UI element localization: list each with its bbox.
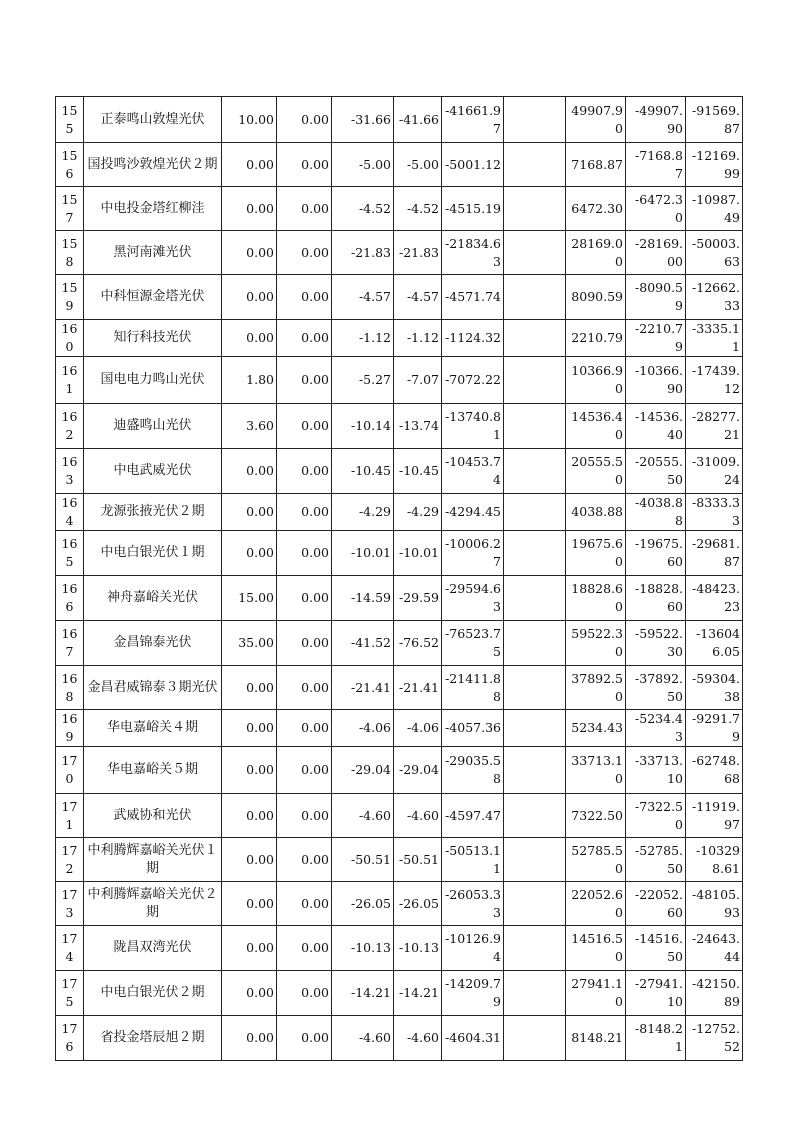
cell-station-name: 迪盛鸣山光伏: [84, 404, 222, 449]
cell-col-8: [504, 971, 566, 1016]
cell-col-5: -4.06: [332, 710, 394, 747]
cell-col-3: 10.00: [222, 97, 277, 143]
cell-col-11: -29681.87: [686, 531, 743, 576]
cell-col-10: -2210.79: [626, 320, 686, 357]
cell-col-8: [504, 97, 566, 143]
cell-col-6: -29.59: [394, 576, 442, 621]
cell-station-name: 国电电力鸣山光伏: [84, 357, 222, 404]
cell-col-11: -42150.89: [686, 971, 743, 1016]
table-row: [56, 449, 743, 494]
cell-col-10: -6472.30: [626, 187, 686, 231]
cell-col-8: [504, 357, 566, 404]
cell-col-8: [504, 926, 566, 971]
cell-col-6: -29.04: [394, 747, 442, 794]
table-row: [56, 97, 743, 143]
cell-col-10: -19675.60: [626, 531, 686, 576]
cell-col-3: 0.00: [222, 231, 277, 275]
cell-station-name: 中科恒源金塔光伏: [84, 275, 222, 320]
cell-col-3: 0.00: [222, 971, 277, 1016]
cell-row-number: 157: [56, 187, 84, 231]
cell-row-number: 163: [56, 449, 84, 494]
cell-col-7: -4057.36: [442, 710, 504, 747]
cell-row-number: 174: [56, 926, 84, 971]
cell-station-name: 神舟嘉峪关光伏: [84, 576, 222, 621]
cell-col-6: -4.57: [394, 275, 442, 320]
cell-col-3: 1.80: [222, 357, 277, 404]
cell-col-6: -21.83: [394, 231, 442, 275]
cell-col-7: -1124.32: [442, 320, 504, 357]
cell-col-5: -41.52: [332, 621, 394, 666]
cell-col-11: -50003.63: [686, 231, 743, 275]
cell-col-9: 8090.59: [566, 275, 626, 320]
cell-col-3: 0.00: [222, 1016, 277, 1061]
cell-col-11: -17439.12: [686, 357, 743, 404]
cell-col-11: -12662.33: [686, 275, 743, 320]
cell-col-10: -33713.10: [626, 747, 686, 794]
cell-col-5: -10.14: [332, 404, 394, 449]
cell-col-9: 14536.40: [566, 404, 626, 449]
cell-col-9: 37892.50: [566, 666, 626, 710]
cell-col-3: 0.00: [222, 320, 277, 357]
cell-col-8: [504, 187, 566, 231]
table-row: [56, 971, 743, 1016]
cell-col-11: -59304.38: [686, 666, 743, 710]
data-table: [55, 96, 743, 1061]
cell-col-4: 0.00: [277, 231, 332, 275]
cell-col-9: 5234.43: [566, 710, 626, 747]
cell-col-5: -10.01: [332, 531, 394, 576]
table-body: [56, 97, 743, 1061]
cell-col-5: -21.41: [332, 666, 394, 710]
cell-col-10: -8148.21: [626, 1016, 686, 1061]
cell-col-9: 6472.30: [566, 187, 626, 231]
cell-col-3: 0.00: [222, 494, 277, 531]
cell-col-9: 10366.90: [566, 357, 626, 404]
table-row: [56, 357, 743, 404]
cell-col-3: 0.00: [222, 710, 277, 747]
cell-station-name: 中电白银光伏１期: [84, 531, 222, 576]
cell-col-5: -26.05: [332, 882, 394, 926]
cell-col-4: 0.00: [277, 320, 332, 357]
cell-station-name: 金昌君威锦泰３期光伏: [84, 666, 222, 710]
cell-col-10: -20555.50: [626, 449, 686, 494]
cell-col-8: [504, 320, 566, 357]
cell-col-8: [504, 838, 566, 882]
cell-col-4: 0.00: [277, 143, 332, 187]
cell-row-number: 165: [56, 531, 84, 576]
cell-col-6: -14.21: [394, 971, 442, 1016]
cell-col-11: -12752.52: [686, 1016, 743, 1061]
cell-col-11: -12169.99: [686, 143, 743, 187]
cell-col-10: -7168.87: [626, 143, 686, 187]
cell-col-6: -21.41: [394, 666, 442, 710]
cell-col-8: [504, 275, 566, 320]
cell-col-10: -28169.00: [626, 231, 686, 275]
cell-col-9: 4038.88: [566, 494, 626, 531]
cell-col-10: -14536.40: [626, 404, 686, 449]
cell-col-7: -10006.27: [442, 531, 504, 576]
cell-col-4: 0.00: [277, 710, 332, 747]
cell-col-8: [504, 576, 566, 621]
cell-row-number: 172: [56, 838, 84, 882]
cell-col-10: -37892.50: [626, 666, 686, 710]
cell-col-10: -10366.90: [626, 357, 686, 404]
cell-col-9: 33713.10: [566, 747, 626, 794]
cell-col-5: -4.52: [332, 187, 394, 231]
cell-col-5: -4.60: [332, 794, 394, 838]
cell-col-3: 0.00: [222, 143, 277, 187]
cell-col-6: -10.13: [394, 926, 442, 971]
cell-row-number: 160: [56, 320, 84, 357]
cell-col-8: [504, 231, 566, 275]
table-row: [56, 187, 743, 231]
table-row: [56, 404, 743, 449]
cell-col-7: -26053.33: [442, 882, 504, 926]
table-row: [56, 275, 743, 320]
cell-col-11: -28277.21: [686, 404, 743, 449]
cell-col-4: 0.00: [277, 531, 332, 576]
cell-col-3: 15.00: [222, 576, 277, 621]
cell-col-8: [504, 621, 566, 666]
cell-col-5: -14.59: [332, 576, 394, 621]
cell-col-9: 49907.90: [566, 97, 626, 143]
cell-col-3: 0.00: [222, 275, 277, 320]
cell-col-6: -10.01: [394, 531, 442, 576]
cell-col-9: 20555.50: [566, 449, 626, 494]
cell-row-number: 175: [56, 971, 84, 1016]
cell-col-3: 0.00: [222, 531, 277, 576]
cell-col-7: -41661.97: [442, 97, 504, 143]
cell-col-5: -5.27: [332, 357, 394, 404]
cell-col-9: 27941.10: [566, 971, 626, 1016]
cell-col-5: -21.83: [332, 231, 394, 275]
cell-station-name: 龙源张掖光伏２期: [84, 494, 222, 531]
cell-col-3: 35.00: [222, 621, 277, 666]
cell-col-5: -29.04: [332, 747, 394, 794]
cell-station-name: 中利腾辉嘉峪关光伏２期: [84, 882, 222, 926]
cell-station-name: 中电白银光伏２期: [84, 971, 222, 1016]
cell-row-number: 170: [56, 747, 84, 794]
cell-col-11: -91569.87: [686, 97, 743, 143]
cell-station-name: 知行科技光伏: [84, 320, 222, 357]
cell-col-7: -7072.22: [442, 357, 504, 404]
cell-col-8: [504, 143, 566, 187]
cell-col-9: 7322.50: [566, 794, 626, 838]
table-row: [56, 666, 743, 710]
cell-col-4: 0.00: [277, 971, 332, 1016]
cell-col-8: [504, 404, 566, 449]
cell-col-6: -4.29: [394, 494, 442, 531]
cell-station-name: 国投鸣沙敦煌光伏２期: [84, 143, 222, 187]
cell-col-6: -13.74: [394, 404, 442, 449]
cell-row-number: 173: [56, 882, 84, 926]
cell-col-4: 0.00: [277, 838, 332, 882]
cell-col-7: -76523.75: [442, 621, 504, 666]
cell-col-9: 8148.21: [566, 1016, 626, 1061]
cell-row-number: 159: [56, 275, 84, 320]
table-row: [56, 576, 743, 621]
cell-col-8: [504, 1016, 566, 1061]
cell-col-3: 0.00: [222, 187, 277, 231]
cell-col-9: 28169.00: [566, 231, 626, 275]
cell-col-9: 2210.79: [566, 320, 626, 357]
table-row: [56, 710, 743, 747]
cell-station-name: 黑河南滩光伏: [84, 231, 222, 275]
cell-col-4: 0.00: [277, 187, 332, 231]
cell-col-4: 0.00: [277, 357, 332, 404]
table-row: [56, 747, 743, 794]
cell-col-3: 0.00: [222, 794, 277, 838]
cell-col-7: -14209.79: [442, 971, 504, 1016]
table-row: [56, 231, 743, 275]
cell-col-7: -4597.47: [442, 794, 504, 838]
cell-col-6: -26.05: [394, 882, 442, 926]
cell-col-7: -10126.94: [442, 926, 504, 971]
cell-col-10: -8090.59: [626, 275, 686, 320]
cell-row-number: 167: [56, 621, 84, 666]
table-row: [56, 494, 743, 531]
cell-row-number: 155: [56, 97, 84, 143]
cell-col-10: -18828.60: [626, 576, 686, 621]
cell-col-8: [504, 710, 566, 747]
cell-col-9: 14516.50: [566, 926, 626, 971]
cell-col-4: 0.00: [277, 794, 332, 838]
cell-col-11: -9291.79: [686, 710, 743, 747]
cell-col-10: -14516.50: [626, 926, 686, 971]
cell-col-5: -10.13: [332, 926, 394, 971]
cell-col-9: 52785.50: [566, 838, 626, 882]
cell-col-10: -7322.50: [626, 794, 686, 838]
cell-col-7: -5001.12: [442, 143, 504, 187]
cell-col-11: -31009.24: [686, 449, 743, 494]
cell-col-8: [504, 882, 566, 926]
cell-col-11: -11919.97: [686, 794, 743, 838]
cell-col-4: 0.00: [277, 1016, 332, 1061]
cell-col-4: 0.00: [277, 449, 332, 494]
cell-station-name: 武威协和光伏: [84, 794, 222, 838]
cell-col-9: 18828.60: [566, 576, 626, 621]
cell-col-4: 0.00: [277, 97, 332, 143]
cell-col-11: -24643.44: [686, 926, 743, 971]
cell-col-7: -4515.19: [442, 187, 504, 231]
cell-row-number: 171: [56, 794, 84, 838]
cell-col-9: 22052.60: [566, 882, 626, 926]
cell-col-3: 3.60: [222, 404, 277, 449]
cell-col-7: -10453.74: [442, 449, 504, 494]
cell-station-name: 金昌锦泰光伏: [84, 621, 222, 666]
cell-col-10: -49907.90: [626, 97, 686, 143]
cell-col-3: 0.00: [222, 926, 277, 971]
cell-row-number: 168: [56, 666, 84, 710]
cell-col-7: -21834.63: [442, 231, 504, 275]
cell-col-11: -10987.49: [686, 187, 743, 231]
cell-col-5: -4.60: [332, 1016, 394, 1061]
cell-col-10: -5234.43: [626, 710, 686, 747]
cell-col-8: [504, 666, 566, 710]
cell-col-4: 0.00: [277, 576, 332, 621]
cell-row-number: 166: [56, 576, 84, 621]
cell-col-7: -13740.81: [442, 404, 504, 449]
cell-col-7: -29035.58: [442, 747, 504, 794]
table-row: [56, 143, 743, 187]
table-row: [56, 794, 743, 838]
cell-row-number: 169: [56, 710, 84, 747]
cell-col-9: 59522.30: [566, 621, 626, 666]
cell-station-name: 陇昌双湾光伏: [84, 926, 222, 971]
cell-col-6: -50.51: [394, 838, 442, 882]
cell-station-name: 中电武威光伏: [84, 449, 222, 494]
cell-col-7: -4571.74: [442, 275, 504, 320]
cell-col-4: 0.00: [277, 494, 332, 531]
cell-col-4: 0.00: [277, 926, 332, 971]
cell-col-5: -4.57: [332, 275, 394, 320]
table-row: [56, 1016, 743, 1061]
cell-col-11: -103298.61: [686, 838, 743, 882]
cell-row-number: 164: [56, 494, 84, 531]
cell-col-8: [504, 531, 566, 576]
cell-station-name: 中利腾辉嘉峪关光伏１期: [84, 838, 222, 882]
cell-col-9: 19675.60: [566, 531, 626, 576]
cell-row-number: 158: [56, 231, 84, 275]
cell-col-6: -4.60: [394, 794, 442, 838]
table-row: [56, 531, 743, 576]
cell-col-10: -27941.10: [626, 971, 686, 1016]
cell-col-6: -41.66: [394, 97, 442, 143]
cell-col-5: -1.12: [332, 320, 394, 357]
cell-row-number: 162: [56, 404, 84, 449]
cell-col-9: 7168.87: [566, 143, 626, 187]
cell-col-11: -3335.11: [686, 320, 743, 357]
cell-col-5: -50.51: [332, 838, 394, 882]
cell-col-5: -10.45: [332, 449, 394, 494]
cell-col-7: -29594.63: [442, 576, 504, 621]
table-row: [56, 320, 743, 357]
cell-col-6: -4.52: [394, 187, 442, 231]
cell-col-5: -5.00: [332, 143, 394, 187]
cell-row-number: 156: [56, 143, 84, 187]
cell-col-10: -52785.50: [626, 838, 686, 882]
cell-col-5: -31.66: [332, 97, 394, 143]
cell-col-11: -62748.68: [686, 747, 743, 794]
cell-col-4: 0.00: [277, 404, 332, 449]
cell-col-11: -8333.33: [686, 494, 743, 531]
cell-col-5: -14.21: [332, 971, 394, 1016]
cell-col-6: -5.00: [394, 143, 442, 187]
cell-col-6: -7.07: [394, 357, 442, 404]
cell-col-6: -76.52: [394, 621, 442, 666]
cell-col-8: [504, 794, 566, 838]
cell-col-3: 0.00: [222, 666, 277, 710]
table-row: [56, 882, 743, 926]
table-row: [56, 926, 743, 971]
cell-station-name: 省投金塔辰旭２期: [84, 1016, 222, 1061]
cell-col-11: -48423.23: [686, 576, 743, 621]
cell-col-4: 0.00: [277, 666, 332, 710]
cell-col-7: -21411.88: [442, 666, 504, 710]
cell-col-8: [504, 449, 566, 494]
cell-col-6: -10.45: [394, 449, 442, 494]
cell-station-name: 中电投金塔红柳洼: [84, 187, 222, 231]
cell-col-11: -48105.93: [686, 882, 743, 926]
cell-col-7: -50513.11: [442, 838, 504, 882]
cell-col-10: -22052.60: [626, 882, 686, 926]
cell-row-number: 176: [56, 1016, 84, 1061]
cell-station-name: 华电嘉峪关５期: [84, 747, 222, 794]
cell-col-3: 0.00: [222, 747, 277, 794]
cell-station-name: 华电嘉峪关４期: [84, 710, 222, 747]
cell-col-6: -4.60: [394, 1016, 442, 1061]
cell-col-11: -136046.05: [686, 621, 743, 666]
cell-col-4: 0.00: [277, 621, 332, 666]
table-row: [56, 621, 743, 666]
cell-col-4: 0.00: [277, 275, 332, 320]
cell-col-8: [504, 747, 566, 794]
cell-row-number: 161: [56, 357, 84, 404]
cell-station-name: 正泰鸣山敦煌光伏: [84, 97, 222, 143]
cell-col-4: 0.00: [277, 882, 332, 926]
cell-col-6: -1.12: [394, 320, 442, 357]
cell-col-5: -4.29: [332, 494, 394, 531]
cell-col-10: -4038.88: [626, 494, 686, 531]
table-row: [56, 838, 743, 882]
cell-col-6: -4.06: [394, 710, 442, 747]
cell-col-7: -4294.45: [442, 494, 504, 531]
cell-col-3: 0.00: [222, 449, 277, 494]
cell-col-3: 0.00: [222, 838, 277, 882]
cell-col-8: [504, 494, 566, 531]
cell-col-10: -59522.30: [626, 621, 686, 666]
cell-col-4: 0.00: [277, 747, 332, 794]
cell-col-7: -4604.31: [442, 1016, 504, 1061]
cell-col-3: 0.00: [222, 882, 277, 926]
